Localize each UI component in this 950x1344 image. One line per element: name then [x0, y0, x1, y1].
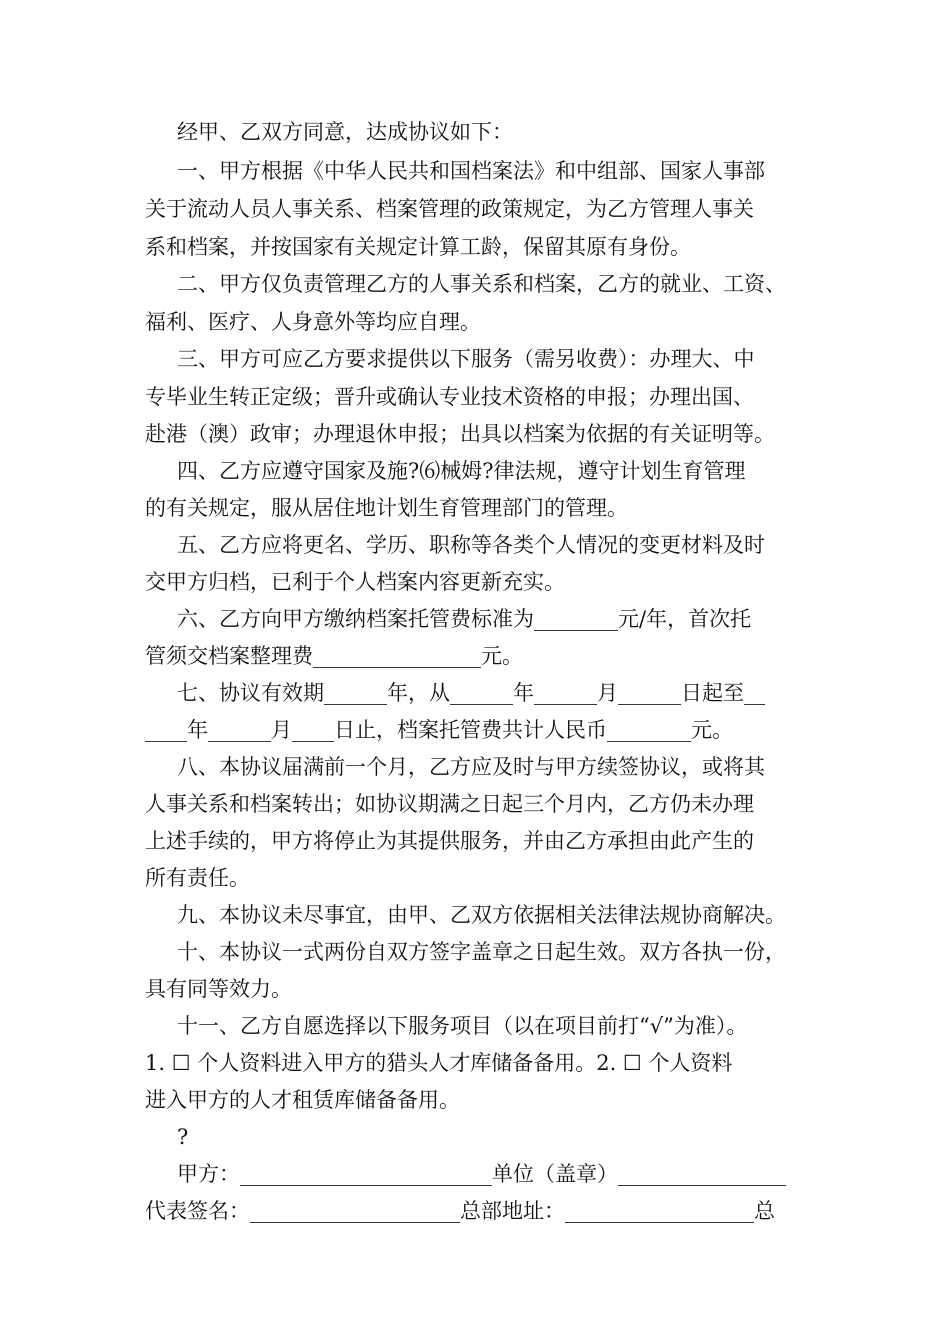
- clause-3-line-3: 赴港（澳）政审；办理退休申报；出具以档案为依据的有关证明等。: [145, 422, 775, 446]
- clause-8-line-3: 上述手续的，甲方将停止为其提供服务，并由乙方承担由此产生的: [145, 829, 754, 853]
- clause-5-line-1: 五、乙方应将更名、学历、职称等各类个人情况的变更材料及时: [177, 533, 765, 557]
- placeholder-mark: ?: [177, 1125, 189, 1149]
- representative-signature-line: 代表签名：____________________总部地址：__________________总: [145, 1199, 775, 1223]
- clause-7-line-2: ____年______月____日止，档案托管费共计人民币________元。: [145, 718, 733, 742]
- clause-9-line-1: 九、本协议未尽事宜，由甲、乙双方依据相关法律法规协商解决。: [177, 903, 786, 927]
- clause-8-line-4: 所有责任。: [145, 866, 250, 890]
- clause-7-line-1: 七、协议有效期______年，从______年______月______日起至__: [177, 681, 765, 705]
- clause-4-line-2: 的有关规定，服从居住地计划生育管理部门的管理。: [145, 496, 628, 520]
- clause-6-line-2: 管须交档案整理费________________元。: [145, 644, 523, 668]
- clause-1-line-3: 系和档案，并按国家有关规定计算工龄，保留其原有身份。: [145, 235, 691, 259]
- clause-2-line-1: 二、甲方仅负责管理乙方的人事关系和档案，乙方的就业、工资、: [177, 272, 786, 296]
- intro-line: 经甲、乙双方同意，达成协议如下：: [177, 120, 513, 144]
- clause-8-line-2: 人事关系和档案转出；如协议期满之日起三个月内，乙方仍未办理: [145, 792, 754, 816]
- service-options-line-1: 1. ☐ 个人资料进入甲方的猎头人才库储备备用。2. ☐ 个人资料: [145, 1051, 733, 1075]
- clause-10-line-1: 十、本协议一式两份自双方签字盖章之日起生效。双方各执一份，: [177, 940, 786, 964]
- clause-6-line-1: 六、乙方向甲方缴纳档案托管费标准为________元/年，首次托: [177, 607, 752, 631]
- clause-3-line-1: 三、甲方可应乙方要求提供以下服务（需另收费）：办理大、中: [177, 347, 755, 371]
- clause-10-line-2: 具有同等效力。: [145, 977, 292, 1001]
- clause-5-line-2: 交甲方归档，已利于个人档案内容更新充实。: [145, 570, 565, 594]
- clause-11-line-1: 十一、乙方自愿选择以下服务项目（以在项目前打“√”为准）。: [177, 1014, 748, 1038]
- clause-8-line-1: 八、本协议届满前一个月，乙方应及时与甲方续签协议，或将其: [177, 755, 765, 779]
- party-a-signature-line: 甲方：________________________单位（盖章）________________: [177, 1162, 786, 1186]
- clause-1-line-2: 关于流动人员人事关系、档案管理的政策规定，为乙方管理人事关: [145, 197, 754, 221]
- clause-3-line-2: 专毕业生转正定级；晋升或确认专业技术资格的申报；办理出国、: [145, 385, 754, 409]
- clause-2-line-2: 福利、医疗、人身意外等均应自理。: [145, 310, 481, 334]
- service-options-line-2: 进入甲方的人才租赁库储备备用。: [145, 1088, 460, 1112]
- clause-1-line-1: 一、甲方根据《中华人民共和国档案法》和中组部、国家人事部: [177, 159, 765, 183]
- clause-4-line-1: 四、乙方应遵守国家及施?⑹械姆?律法规，遵守计划生育管理: [177, 459, 746, 483]
